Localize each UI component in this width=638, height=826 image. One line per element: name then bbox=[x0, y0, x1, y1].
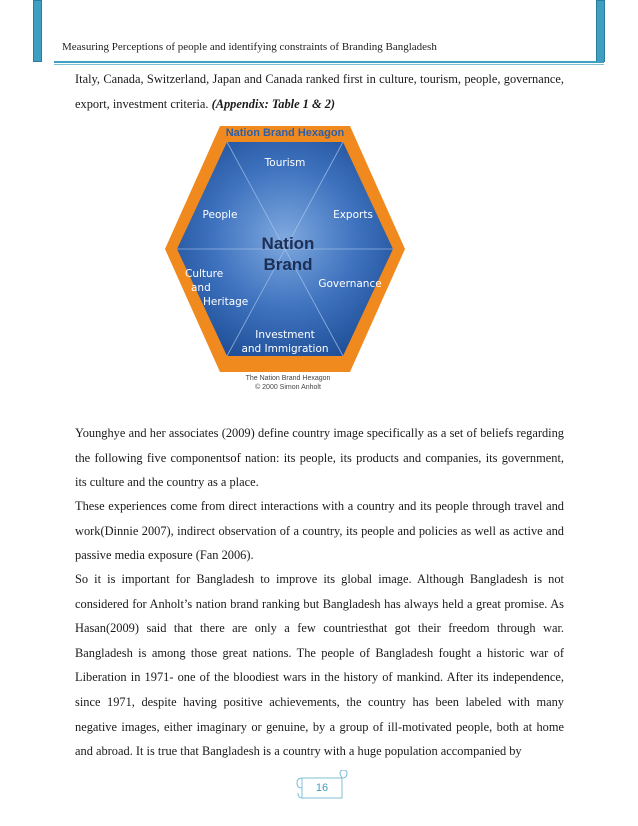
page-number: 16 bbox=[315, 782, 329, 794]
paragraph-bangladesh-image: So it is important for Bangladesh to improve its global image. Although Bangladesh is not considered for Anholt’s nation brand ranking but Bangladesh has always held a great promise. As Hasan(2009) said that there are only a few countriesthat got their freedom through war. Bangladesh is among those great nations. The people of Bangladesh fought a historic war of Liberation in 1971- one of the bloodiest wars in the history of mankind. After its independence, since 1971, despite having positive achievements, the country has been labeled with many negative images, either imaginary or genuine, by a group of ill-motivated people, both at home and abroad. It is true that Bangladesh is a country with a huge population accompanied by bbox=[75, 572, 564, 759]
segment-exports: Exports bbox=[333, 209, 373, 221]
figure-caption-line1: The Nation Brand Hexagon bbox=[245, 375, 331, 382]
header-corner-bar-left bbox=[33, 0, 42, 62]
segment-tourism: Tourism bbox=[264, 157, 306, 169]
intro-text: Italy, Canada, Switzerland, Japan and Canada ranked first in culture, tourism, people, governance, export, investment criteria. bbox=[75, 72, 564, 111]
paragraph-experiences: These experiences come from direct interactions with a country and its people through travel and work(Dinnie 2007), indirect observation of a country, its people and policies as well as active and passive media exposure (Fan 2006). bbox=[75, 499, 564, 563]
appendix-reference: (Appendix: Table 1 & 2) bbox=[211, 96, 336, 111]
segment-culture-line3: Heritage bbox=[203, 296, 249, 308]
segment-culture-line1: Culture bbox=[185, 268, 224, 280]
center-label-line2: Brand bbox=[263, 255, 313, 274]
intro-paragraph bbox=[75, 67, 564, 116]
header-rule bbox=[54, 61, 604, 63]
paragraph-country-image: Younghye and her associates (2009) define country image specifically as a set of beliefs regarding the following five componentsof nation: its people, its products and companies, its government, its culture and the country as a place. bbox=[75, 426, 564, 490]
figure-caption-line2: © 2000 Simon Anholt bbox=[255, 384, 321, 391]
segment-people: People bbox=[202, 209, 238, 221]
segment-investment-line2: and Immigration bbox=[241, 343, 329, 355]
running-header: Measuring Perceptions of people and identifying constraints of Branding Bangladesh bbox=[62, 41, 437, 53]
center-label-line1: Nation bbox=[261, 234, 315, 253]
nation-brand-hexagon-figure bbox=[165, 118, 405, 398]
hexagon-banner-title: Nation Brand Hexagon bbox=[225, 127, 345, 139]
segment-investment-line1: Investment bbox=[255, 329, 315, 341]
header-rule-thin bbox=[54, 64, 604, 65]
segment-culture-line2: and bbox=[191, 282, 211, 294]
segment-governance: Governance bbox=[318, 278, 382, 290]
header-corner-bar-right bbox=[596, 0, 605, 62]
